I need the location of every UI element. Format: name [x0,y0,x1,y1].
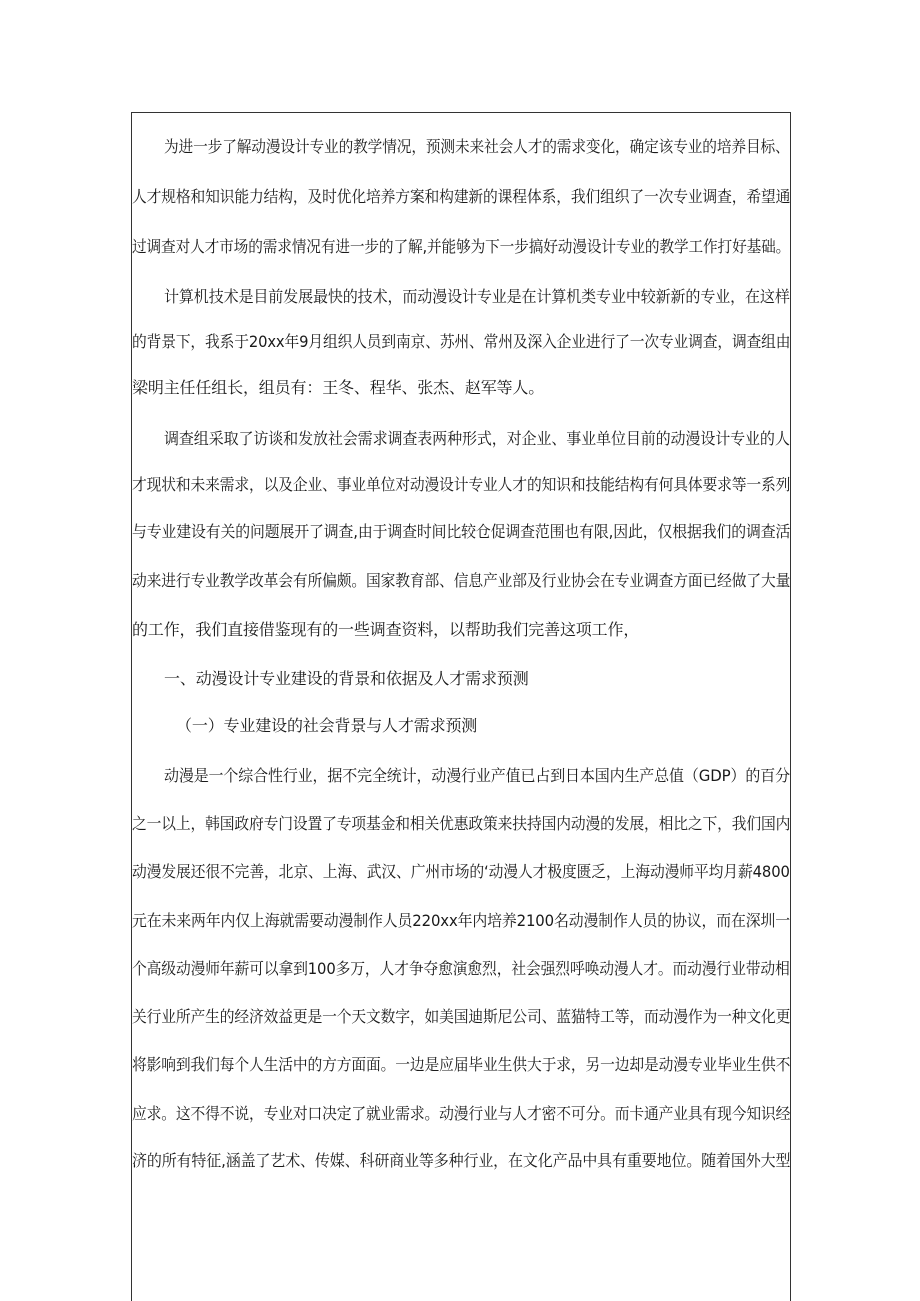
paragraph-3-line-5: 的工作，我们直接借鉴现有的一些调查资料，以帮助我们完善这项工作， [132,620,640,639]
paragraph-4-line-2: 之一以上，韩国政府专门设置了专项基金和相关优惠政策来扶持国内动漫的发展，相比之下，我们国内 [132,814,791,833]
paragraph-4-line-3: 动漫发展还很不完善，北京、上海、武汉、广州市场的‘动漫人才极度匮乏，上海动漫师平均月薪4800 [132,862,790,881]
section-heading-1: 一、动漫设计专业建设的背景和依据及人才需求预测 [164,669,529,688]
subsection-heading-1: （一）专业建设的社会背景与人才需求预测 [176,716,478,735]
paragraph-3-line-2: 才现状和未来需求，以及企业、事业单位对动漫设计专业人才的知识和技能结构有何具体要求等一系列 [132,475,791,494]
paragraph-2-line-2: 的背景下，我系于20xx年9月组织人员到南京、苏州、常州及深入企业进行了一次专业调查，调查组由 [132,332,791,351]
paragraph-1-line-1: 为进一步了解动漫设计专业的教学情况，预测未来社会人才的需求变化，确定该专业的培养目标、 [164,137,790,156]
paragraph-4-line-9: 济的所有特征,涵盖了艺术、传媒、科研商业等多种行业，在文化产品中具有重要地位。随着国外大型 [132,1151,791,1170]
paragraph-2-line-1: 计算机技术是目前发展最快的技术，而动漫设计专业是在计算机类专业中较新新的专业，在这样 [164,287,790,306]
paragraph-1-line-2: 人才规格和知识能力结构，及时优化培养方案和构建新的课程体系，我们组织了一次专业调查，希望通 [132,187,791,206]
paragraph-4-line-6: 关行业所产生的经济效益更是一个天文数字，如美国迪斯尼公司、蓝猫特工等，而动漫作为一种文化更 [132,1007,791,1026]
paragraph-4-line-4: 元在未来两年内仅上海就需要动漫制作人员220xx年内培养2100名动漫制作人员的协议，而在深圳一 [132,911,790,930]
paragraph-4-line-8: 应求。这不得不说，专业对口决定了就业需求。动漫行业与人才密不可分。而卡通产业具有现今知识经 [132,1104,791,1123]
paragraph-3-line-4: 动来进行专业教学改革会有所偏颇。国家教育部、信息产业部及行业协会在专业调查方面已经做了大量 [132,571,791,590]
paragraph-1-line-3: 过调查对人才市场的需求情况有进一步的了解,并能够为下一步搞好动漫设计专业的教学工作打好基础。 [132,237,791,256]
paragraph-3-line-3: 与专业建设有关的问题展开了调查,由于调查时间比较仓促调查范围也有限,因此，仅根据我们的调查活 [132,522,791,541]
paragraph-4-line-1: 动漫是一个综合性行业，据不完全统计，动漫行业产值已占到日本国内生产总值（GDP）的百分 [164,766,790,785]
paragraph-4-line-7: 将影响到我们每个人生活中的方方面面。一边是应届毕业生供大于求，另一边却是动漫专业毕业生供不 [132,1055,791,1074]
paragraph-3-line-1: 调查组采取了访谈和发放社会需求调查表两种形式，对企业、事业单位目前的动漫设计专业的人 [164,429,790,448]
paragraph-4-line-5: 个高级动漫师年薪可以拿到100多万，人才争夺愈演愈烈，社会强烈呼唤动漫人才。而动漫行业带动相 [132,959,790,978]
paragraph-2-line-3: 梁明主任任组长，组员有：王冬、程华、张杰、赵军等人。 [132,378,545,397]
